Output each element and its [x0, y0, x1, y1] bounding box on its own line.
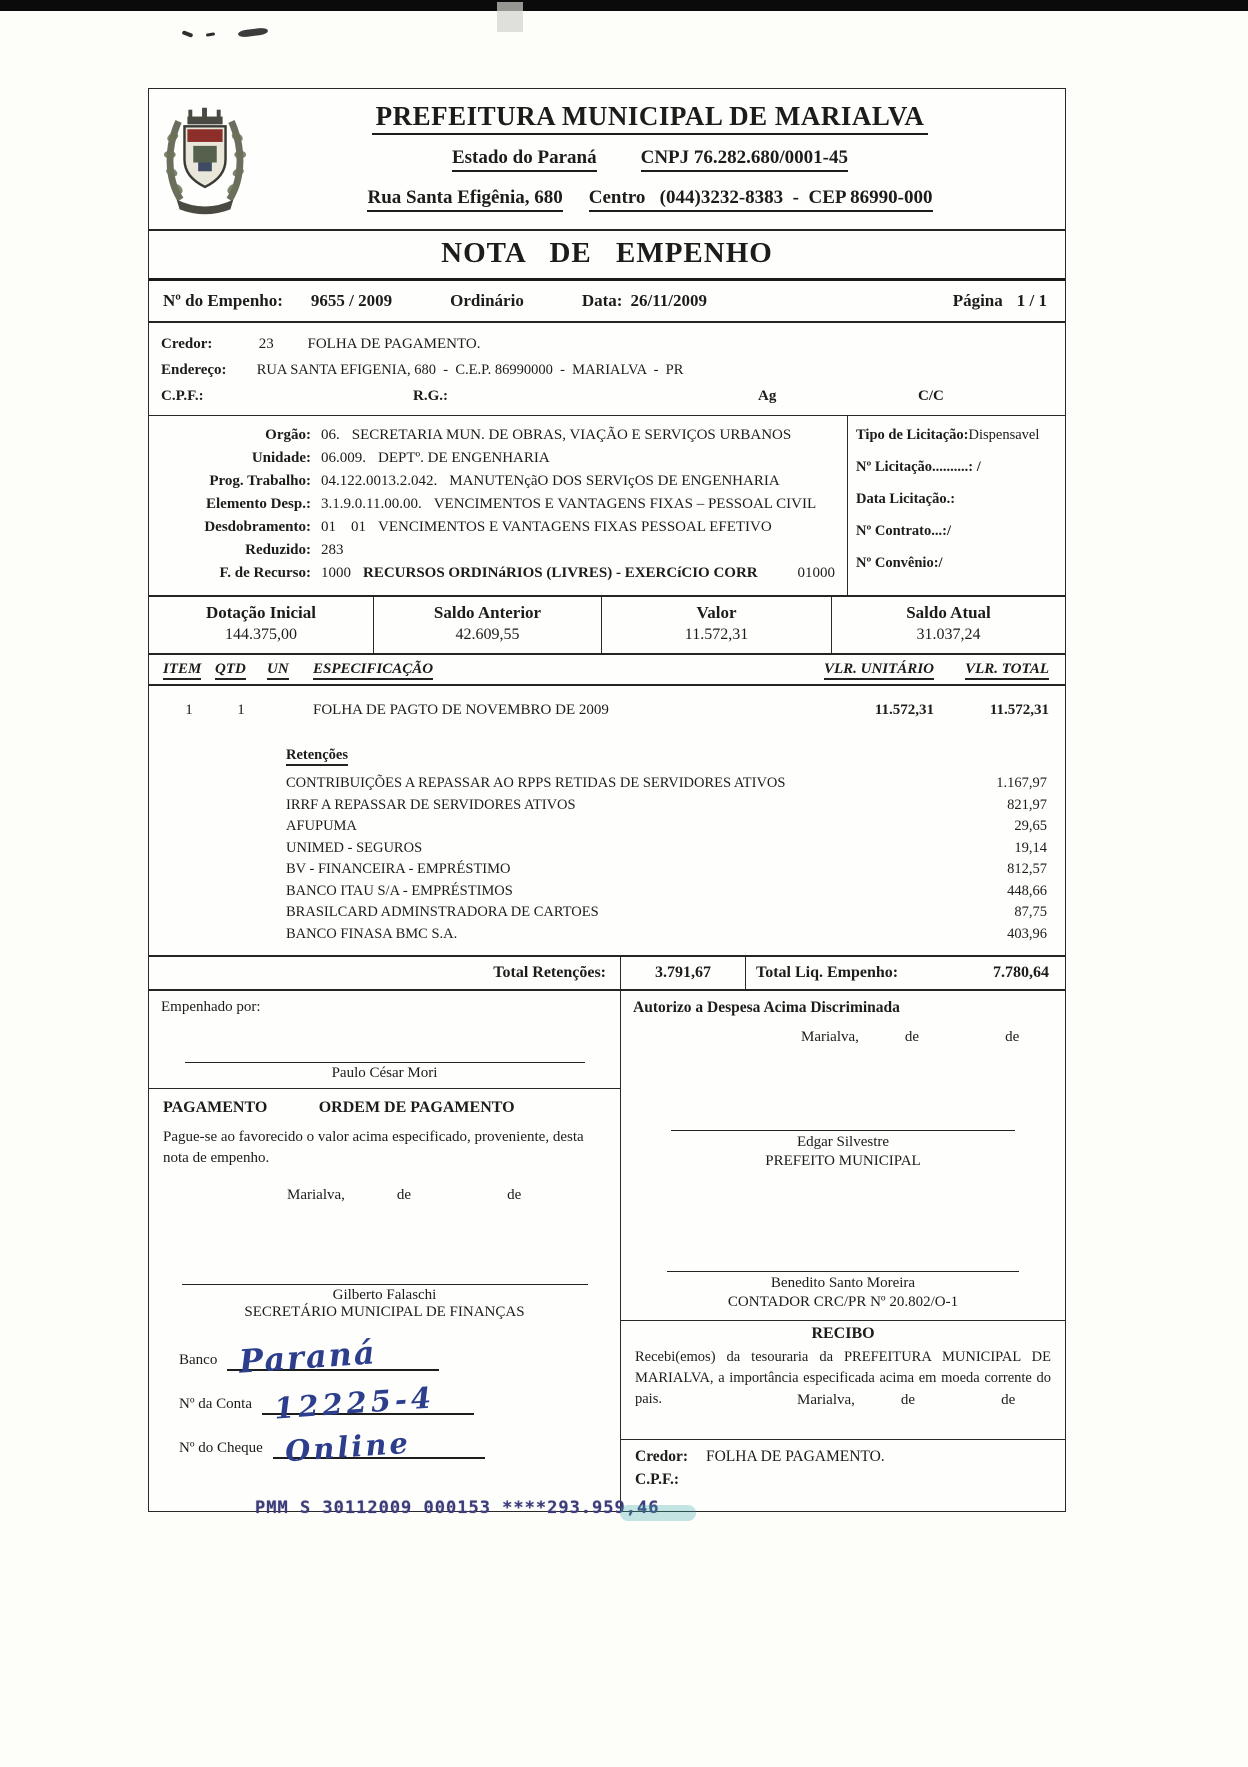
retencao-row	[286, 859, 1047, 881]
elemento-desp-row	[149, 493, 847, 516]
fonte-recurso-desc: RECURSOS ORDINáRIOS (LIVRES) - EXERCíCIO CORR	[363, 565, 758, 581]
date-value: 26/11/2009	[630, 291, 707, 310]
retencao-name: BANCO FINASA BMC S.A.	[286, 925, 458, 942]
coat-of-arms-icon	[161, 105, 249, 219]
item-especificacao: FOLHA DE PAGTO DE NOVEMBRO DE 2009	[313, 702, 609, 718]
orgao-desc: SECRETARIA MUN. DE OBRAS, VIAÇÃO E SERVIÇOS URBANOS	[351, 427, 792, 443]
recibo-credor-row	[635, 1448, 1051, 1466]
secretario-signature	[163, 1284, 606, 1321]
reduzido-code: 283	[321, 542, 344, 558]
unidade-row	[149, 447, 847, 470]
col-vlr-unitario: VLR. UNITÁRIO	[774, 661, 934, 680]
pagamento-title: PAGAMENTO	[163, 1099, 268, 1116]
coat-of-arms-logo	[149, 89, 261, 229]
retencao-row	[286, 773, 1047, 795]
col-vlr-total: VLR. TOTAL	[934, 661, 1049, 680]
saldo-atual-value: 31.037,24	[916, 626, 981, 643]
empenho-summary-row	[149, 281, 1065, 323]
reduzido-row	[149, 539, 847, 562]
contador-signature	[633, 1271, 1053, 1312]
secretario-title: SECRETÁRIO MUNICIPAL DE FINANÇAS	[244, 1304, 525, 1320]
col-especificacao: ESPECIFICAÇÃO	[313, 661, 774, 680]
fonte-recurso-row	[149, 562, 847, 585]
orgao-section	[149, 416, 1065, 597]
tipo-licitacao-label: Tipo de Licitação:	[856, 427, 969, 443]
recibo-box	[621, 1320, 1065, 1415]
prog-trabalho-code: 04.122.0013.2.042.	[321, 473, 438, 489]
recibo-cpf-label: C.P.F.:	[635, 1471, 680, 1488]
numero-convenio: Nº Convênio:/	[856, 555, 943, 571]
de-word: de	[507, 1187, 522, 1203]
pagamento-box	[149, 1088, 620, 1511]
bank-fields	[163, 1327, 606, 1469]
street-address: Rua Santa Efigênia, 680	[367, 187, 562, 212]
cpf-rg-row	[161, 383, 1053, 409]
retencao-row	[286, 924, 1047, 946]
col-qtd: QTD	[215, 661, 267, 680]
dotacao-table	[149, 597, 1065, 655]
unidade-code: 06.009.	[321, 450, 366, 466]
recibo-credor-block	[621, 1439, 1065, 1511]
de-word: de	[900, 1392, 916, 1408]
city-name: Marialva,	[801, 1029, 859, 1045]
recibo-text: Recebi(emos) da tesouraria da PREFEITURA MUNICIPAL DE MARIALVA, a importância especificada acima em moeda corrente do pais.	[635, 1349, 1051, 1407]
credor-code: 23	[258, 336, 274, 352]
de-word: de	[1005, 1029, 1020, 1045]
prefeito-signature	[633, 1130, 1053, 1171]
date-line	[635, 1392, 1051, 1409]
retencao-name: BV - FINANCEIRA - EMPRÉSTIMO	[286, 861, 511, 877]
credor-block	[149, 323, 1065, 416]
banco-field	[163, 1327, 606, 1381]
retencao-name: IRRF A REPASSAR DE SERVIDORES ATIVOS	[286, 796, 576, 813]
desdobramento-code: 01 01	[321, 519, 366, 535]
retencao-row	[286, 902, 1047, 924]
total-liq-value: 7.780,64	[993, 964, 1049, 981]
total-liq-label: Total Liq. Empenho:	[756, 964, 899, 981]
signature-line	[185, 1062, 585, 1063]
fonte-recurso-label: F. de Recurso:	[219, 565, 311, 581]
nota-de-empenho-document	[148, 88, 1066, 1512]
fonte-recurso-code: 1000	[321, 565, 351, 581]
item-number: 1	[185, 702, 193, 718]
unidade-label: Unidade:	[251, 450, 311, 466]
retencao-value: 1.167,97	[996, 775, 1047, 791]
endereco-row	[161, 357, 1053, 383]
cheque-label: Nº do Cheque	[179, 1440, 263, 1456]
cpf-label: C.P.F.:	[161, 388, 204, 404]
date-label: Data:	[581, 291, 623, 310]
dot-matrix-print-line: PMM S 30112009 000153 ****293.959,46	[255, 1498, 660, 1518]
item-qtd: 1	[237, 702, 245, 718]
retencao-value: 821,97	[1007, 796, 1047, 813]
secretario-name: Gilberto Falaschi	[332, 1287, 437, 1303]
credor-label: Credor:	[161, 336, 213, 352]
de-word: de	[904, 1029, 920, 1045]
unidade-desc: DEPTº. DE ENGENHARIA	[378, 450, 550, 466]
elemento-desp-code: 3.1.9.0.11.00.00.	[321, 496, 422, 512]
recibo-credor-value: FOLHA DE PAGAMENTO.	[705, 1448, 885, 1465]
empenhado-name: Paulo César Mori	[331, 1065, 438, 1081]
banco-label: Banco	[179, 1352, 218, 1368]
retencao-name: CONTRIBUIÇÕES A REPASSAR AO RPPS RETIDAS DE SERVIDORES ATIVOS	[286, 775, 786, 791]
signature-line	[182, 1284, 588, 1285]
orgao-row	[149, 424, 847, 447]
item-un	[267, 702, 313, 719]
desdobramento-desc: VENCIMENTOS E VANTAGENS FIXAS PESSOAL EFETIVO	[378, 519, 772, 535]
retencao-name: BRASILCARD ADMINSTRADORA DE CARTOES	[286, 904, 599, 920]
signature-line	[667, 1271, 1019, 1272]
left-column	[149, 991, 621, 1511]
total-retencoes-value: 3.791,67	[621, 957, 746, 989]
city-name: Marialva,	[797, 1392, 855, 1408]
saldo-atual-cell	[831, 597, 1065, 653]
retencao-row	[286, 816, 1047, 838]
signature-line	[671, 1130, 1015, 1131]
dotacao-inicial-value: 144.375,00	[225, 626, 297, 643]
empenhado-por-label: Empenhado por:	[161, 999, 261, 1015]
licitacao-column	[847, 416, 1065, 595]
conta-blank-line	[262, 1371, 474, 1426]
prog-trabalho-label: Prog. Trabalho:	[209, 473, 311, 489]
scanner-edge-bar	[0, 0, 1248, 11]
orgao-code: 06.	[321, 427, 340, 443]
signatures-section	[149, 991, 1065, 1511]
pen-marks	[182, 26, 292, 46]
conta-label: Nº da Conta	[179, 1396, 252, 1412]
retencao-value: 87,75	[1014, 904, 1047, 920]
scan-smudge-top	[497, 2, 523, 32]
dotacao-inicial-cell	[149, 597, 373, 653]
item-row	[149, 686, 1065, 719]
numero-contrato: Nº Contrato...:/	[856, 523, 951, 539]
tipo-licitacao	[856, 426, 1061, 445]
credor-name: FOLHA DE PAGAMENTO.	[307, 336, 481, 352]
document-header	[149, 89, 1065, 231]
pen-mark	[206, 32, 215, 37]
col-un: UN	[267, 661, 313, 680]
retencao-value: 812,57	[1007, 861, 1047, 877]
scanned-page	[148, 88, 1066, 1512]
pagamento-header	[163, 1099, 606, 1117]
banco-blank-line	[227, 1327, 439, 1381]
org-name: PREFEITURA MUNICIPAL DE MARIALVA	[372, 101, 929, 135]
numero-licitacao: Nº Licitação..........: /	[856, 459, 981, 475]
desdobramento-label: Desdobramento:	[204, 519, 311, 535]
recibo-title: RECIBO	[811, 1325, 875, 1342]
page-label: Página	[952, 291, 1003, 310]
district-phone-cep: Centro (044)3232-8383 - CEP 86990-000	[589, 187, 933, 212]
reduzido-label: Reduzido:	[245, 542, 311, 558]
cc-label: C/C	[918, 388, 944, 404]
date-line	[633, 1029, 1053, 1046]
header-text	[261, 89, 1065, 229]
totals-row	[149, 955, 1065, 991]
item-vlr-unitario: 11.572,31	[874, 702, 934, 718]
retencao-row	[286, 838, 1047, 860]
desdobramento-row	[149, 516, 847, 539]
empenhado-signature	[149, 1062, 620, 1082]
col-item: ITEM	[163, 661, 215, 680]
retencoes-title: Retenções	[286, 747, 348, 766]
retencao-value: 448,66	[1007, 882, 1047, 899]
tipo-licitacao-value: Dispensavel	[968, 427, 1040, 443]
ag-label: Ag	[758, 388, 777, 404]
retencao-value: 403,96	[1007, 925, 1047, 942]
fonte-recurso-extra: 01000	[797, 565, 835, 581]
item-vlr-total: 11.572,31	[989, 702, 1049, 718]
de-word: de	[396, 1187, 412, 1203]
total-retencoes-label: Total Retenções:	[149, 957, 621, 989]
date-line	[163, 1187, 606, 1204]
cheque-blank-line	[273, 1415, 485, 1469]
prog-trabalho-desc: MANUTENçãO DOS SERVIçOS DE ENGENHARIA	[449, 473, 780, 489]
valor-header: Valor	[696, 603, 737, 622]
highlighter-smudge	[620, 1505, 696, 1521]
retencao-row	[286, 881, 1047, 903]
saldo-anterior-value: 42.609,55	[455, 626, 520, 643]
retencao-value: 19,14	[1014, 839, 1047, 856]
credor-row	[161, 331, 1053, 357]
saldo-atual-header: Saldo Atual	[906, 603, 991, 622]
contador-title: CONTADOR CRC/PR Nº 20.802/O-1	[727, 1294, 959, 1310]
valor-cell	[601, 597, 831, 653]
empenho-number-label: Nº do Empenho:	[163, 291, 283, 310]
prefeito-name: Edgar Silvestre	[796, 1134, 890, 1150]
cheque-field	[163, 1415, 606, 1469]
orgao-label: Orgão:	[265, 427, 311, 443]
retencoes-block	[286, 747, 1047, 945]
city-name: Marialva,	[287, 1187, 345, 1203]
retencao-name: BANCO ITAU S/A - EMPRÉSTIMOS	[286, 882, 513, 899]
contador-name: Benedito Santo Moreira	[770, 1275, 916, 1291]
page-number: 1 / 1	[1016, 291, 1047, 310]
state-name: Estado do Paraná	[452, 147, 597, 172]
rg-label: R.G.:	[413, 388, 448, 404]
right-column	[621, 991, 1065, 1511]
empenho-kind: Ordinário	[450, 291, 524, 310]
empenho-number: 9655 / 2009	[310, 291, 393, 310]
endereco-label: Endereço:	[161, 362, 227, 378]
retencao-row	[286, 795, 1047, 817]
prefeito-title: PREFEITO MUNICIPAL	[765, 1153, 921, 1169]
valor-value: 11.572,31	[684, 626, 749, 643]
item-table-header	[149, 655, 1065, 686]
ordem-pagamento-text: Pague-se ao favorecido o valor acima especificado, proveniente, desta nota de empenho.	[163, 1129, 584, 1166]
conta-field	[163, 1371, 606, 1426]
de-word: de	[1001, 1392, 1016, 1408]
pen-mark	[182, 30, 194, 38]
dotacao-inicial-header: Dotação Inicial	[205, 603, 317, 622]
recibo-credor-label: Credor:	[635, 1448, 689, 1465]
data-licitacao: Data Licitação.:	[856, 491, 956, 507]
document-title: NOTA DE EMPENHO	[149, 231, 1065, 281]
conta-handwritten-value: 12225-4	[272, 1380, 437, 1426]
autorizo-box	[621, 991, 1065, 1312]
saldo-anterior-header: Saldo Anterior	[433, 603, 542, 622]
elemento-desp-label: Elemento Desp.:	[206, 496, 311, 512]
prog-trabalho-row	[149, 470, 847, 493]
retencao-name: AFUPUMA	[286, 818, 357, 834]
cnpj: CNPJ 76.282.680/0001-45	[641, 147, 848, 172]
elemento-desp-desc: VENCIMENTOS E VANTAGENS FIXAS – PESSOAL CIVIL	[433, 496, 817, 512]
endereco-value: RUA SANTA EFIGENIA, 680 - C.E.P. 86990000 - MARIALVA - PR	[256, 362, 684, 378]
retencao-name: UNIMED - SEGUROS	[286, 839, 423, 856]
pen-mark	[238, 27, 269, 38]
orgao-details	[149, 416, 847, 595]
ordem-pagamento-title: ORDEM DE PAGAMENTO	[318, 1099, 515, 1116]
saldo-anterior-cell	[373, 597, 601, 653]
autorizo-title: Autorizo a Despesa Acima Discriminada	[633, 999, 900, 1016]
retencao-value: 29,65	[1014, 818, 1047, 834]
cheque-handwritten-value: Online	[283, 1425, 412, 1469]
banco-handwritten-value: Paraná	[238, 1333, 379, 1381]
